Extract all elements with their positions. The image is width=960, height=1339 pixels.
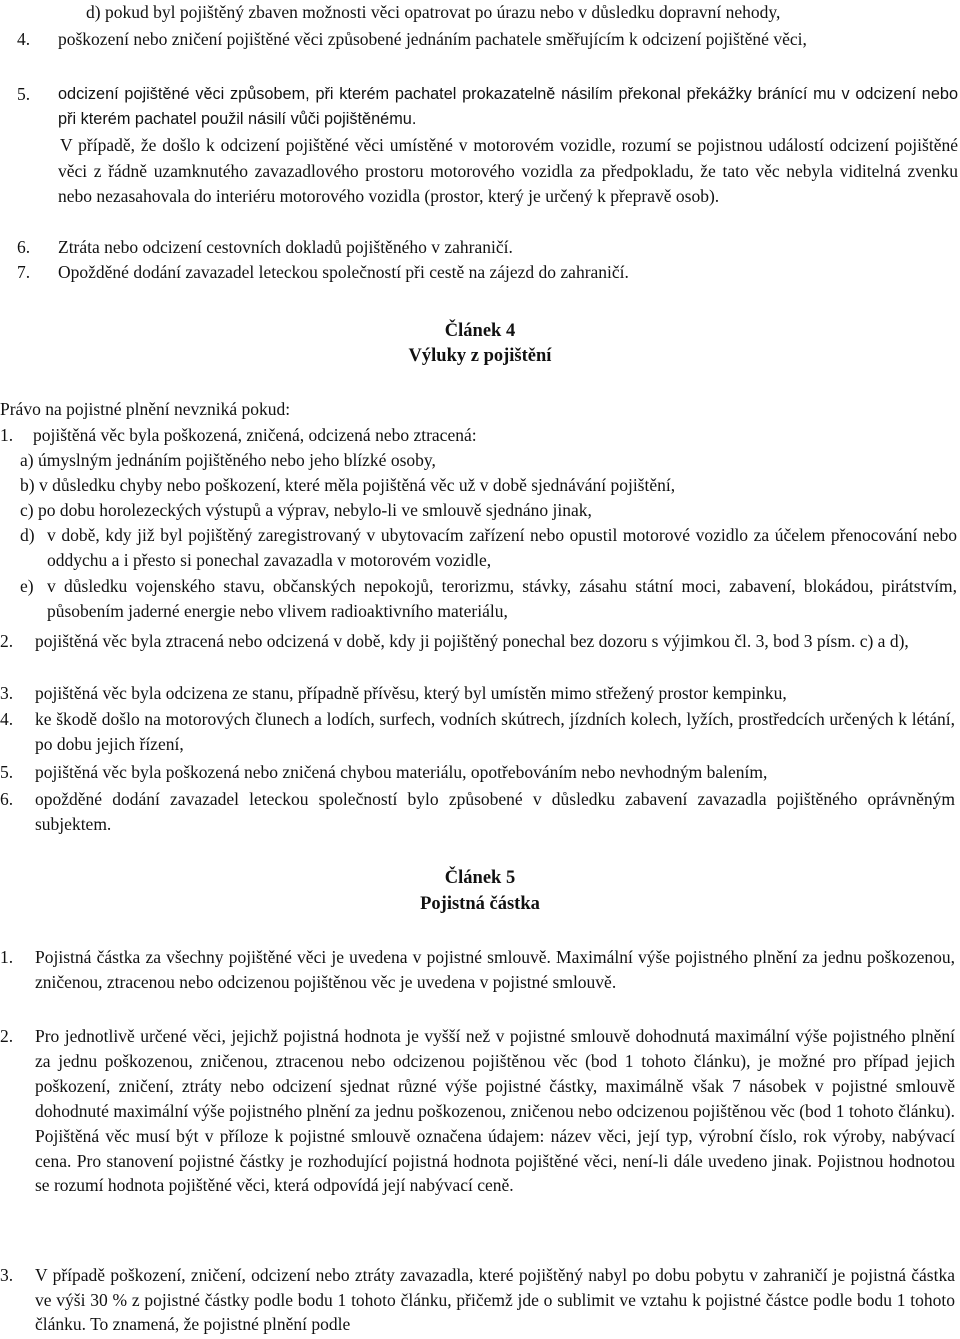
list-number: 4.	[0, 709, 14, 729]
list-number: 3.	[0, 683, 14, 703]
sub-item-text: c) po dobu horolezeckých výstupů a výprav, nebylo-li ve smlouvě sjednáno jinak,	[20, 500, 592, 520]
list-item-d-text: d) pokud byl pojištěný zbaven možnosti věci opatrovat po úrazu nebo v důsledku dopravní nehody,	[86, 2, 781, 22]
list-number: 7.	[17, 262, 31, 282]
list-number: 2.	[0, 631, 14, 651]
article-4-heading: Článek 4	[444, 321, 516, 341]
list-item-text: pojištěná věc byla ztracená nebo odcizená v době, kdy ji pojištěný ponechal bez dozoru s výjimkou čl. 3, bod 3 písm. c) a d),	[35, 631, 909, 651]
list-item-text: Pojistná částka za všechny pojištěné věci je uvedena v pojistné smlouvě. Maximální výše pojistného plnění za jednu poškozenou, zničenou, ztracenou nebo odcizenou pojištěnou věc je uvedena v pojistné smlouvě.	[35, 947, 955, 992]
sub-item-text: b) v důsledku chyby nebo poškození, které měla pojištěná věc už v době sjednávání pojištění,	[20, 475, 676, 495]
sub-item-text: a) úmyslným jednáním pojištěného nebo jeho blízké osoby,	[20, 450, 436, 470]
list-number: 5.	[17, 84, 31, 104]
list-item-text: pojištěná věc byla poškozená, zničená, odcizená nebo ztracená:	[33, 425, 477, 445]
article-5-heading: Článek 5	[444, 868, 516, 888]
list-number: 4.	[17, 29, 31, 49]
list-item-text: ke škodě došlo na motorových člunech a lodích, surfech, vodních skútrech, jízdních kolech, lyžích, prostředcích určených k létání, po dobu jejich řízení,	[35, 709, 955, 754]
list-item-text: odcizení pojištěné věci způsobem, při kterém pachatel prokazatelně násilím překonal překážky bránící mu v odcizení nebo při kterém pachatel použil násilí vůči pojištěnému.	[58, 85, 958, 128]
list-item-text: pojištěná věc byla odcizena ze stanu, případně přívěsu, který byl umístěn mimo střežený prostor kempinku,	[35, 683, 787, 703]
paragraph-text: V případě, že došlo k odcizení pojištěné věci umístěné v motorovém vozidle, rozumí se pojistnou událostí odcizení pojištěné věci z řádně uzamknutého zavazadlového prostoru motorového vozidla za předpokladu, že tato věc nebyla viditelná zvenku nebo nezasahovala do interiéru motorového vozidla (prostor, který je určený k přepravě osob).	[58, 135, 958, 207]
sub-item-label: d)	[20, 525, 35, 545]
list-item-text: poškození nebo zničení pojištěné věci způsobené jednáním pachatele směřujícím k odcizení pojištěné věci,	[58, 29, 807, 49]
list-number: 1.	[0, 947, 14, 967]
sub-item-text: v době, kdy již byl pojištěný zaregistrovaný v ubytovacím zařízení nebo opustil motorové vozidlo za účelem přenocování nebo oddychu a i přesto si ponechal zavazadla v motorovém vozidle,	[47, 525, 957, 570]
sub-item-text: v důsledku vojenského stavu, občanských nepokojů, terorizmu, stávky, zásahu státní moci, zabavení, blokádou, pirátstvím, působením jaderné energie nebo vlivem radioaktivního materiálu,	[47, 576, 957, 621]
sub-item-label: e)	[20, 576, 34, 596]
list-number: 6.	[17, 237, 31, 257]
list-number: 5.	[0, 762, 14, 782]
list-number: 6.	[0, 789, 14, 809]
list-item-text: pojištěná věc byla poškozená nebo zničená chybou materiálu, opotřebováním nebo nevhodným balením,	[35, 762, 768, 782]
list-item-text: opožděné dodání zavazadel leteckou společností bylo způsobené v důsledku zabavení zavazadla pojištěného oprávněným subjektem.	[35, 789, 955, 834]
list-item-text: V případě poškození, zničení, odcizení nebo ztráty zavazadla, které pojištěný nabyl po dobu pobytu v zahraničí je pojistná částka ve výši 30 % z pojistné částky podle bodu 1 tohoto článku, přičemž jde o sublimit ve vztahu k pojistné částce podle bodu 1 tohoto článku. To znamená, že pojistné plnění podle	[35, 1265, 955, 1335]
list-item-text: Pro jednotlivě určené věci, jejichž pojistná hodnota je vyšší než v pojistné smlouvě dohodnutá maximální výše pojistného plnění za jednu poškozenou, zničenou, ztracenou nebo odcizenou pojištěnou věc (bod 1 tohoto článku), je možné pro případ jejich poškození, zničení, ztráty nebo odcizení sjednat různé výše pojistné částky, maximálně však 7 násobek v pojistné smlouvě dohodnuté maximální výše pojistného plnění za jednu poškozenou, zničenou nebo odcizenou pojištěnou věc (bod 1 tohoto článku). Pojištěná věc musí být v příloze k pojistné smlouvě označena údajem: název věci, její typ, výrobní číslo, rok výroby, nabývací cena. Pro stanovení pojistné částky je rozhodující pojistná hodnota pojištěné věci, není-li dále uvedeno jinak. Pojistnou hodnotou se rozumí hodnota pojištěné věci, která odpovídá její nabývací ceně.	[35, 1026, 955, 1196]
list-number: 2.	[0, 1026, 14, 1046]
article-4-title: Výluky z pojištění	[408, 346, 552, 366]
list-item-text: Ztráta nebo odcizení cestovních dokladů pojištěného v zahraničí.	[58, 237, 513, 257]
article-5-title: Pojistná částka	[420, 894, 540, 914]
intro-text: Právo na pojistné plnění nevzniká pokud:	[0, 399, 291, 419]
list-number: 3.	[0, 1265, 14, 1285]
list-item-text: Opožděné dodání zavazadel leteckou společností při cestě na zájezd do zahraničí.	[58, 262, 629, 282]
list-number: 1.	[0, 425, 14, 445]
